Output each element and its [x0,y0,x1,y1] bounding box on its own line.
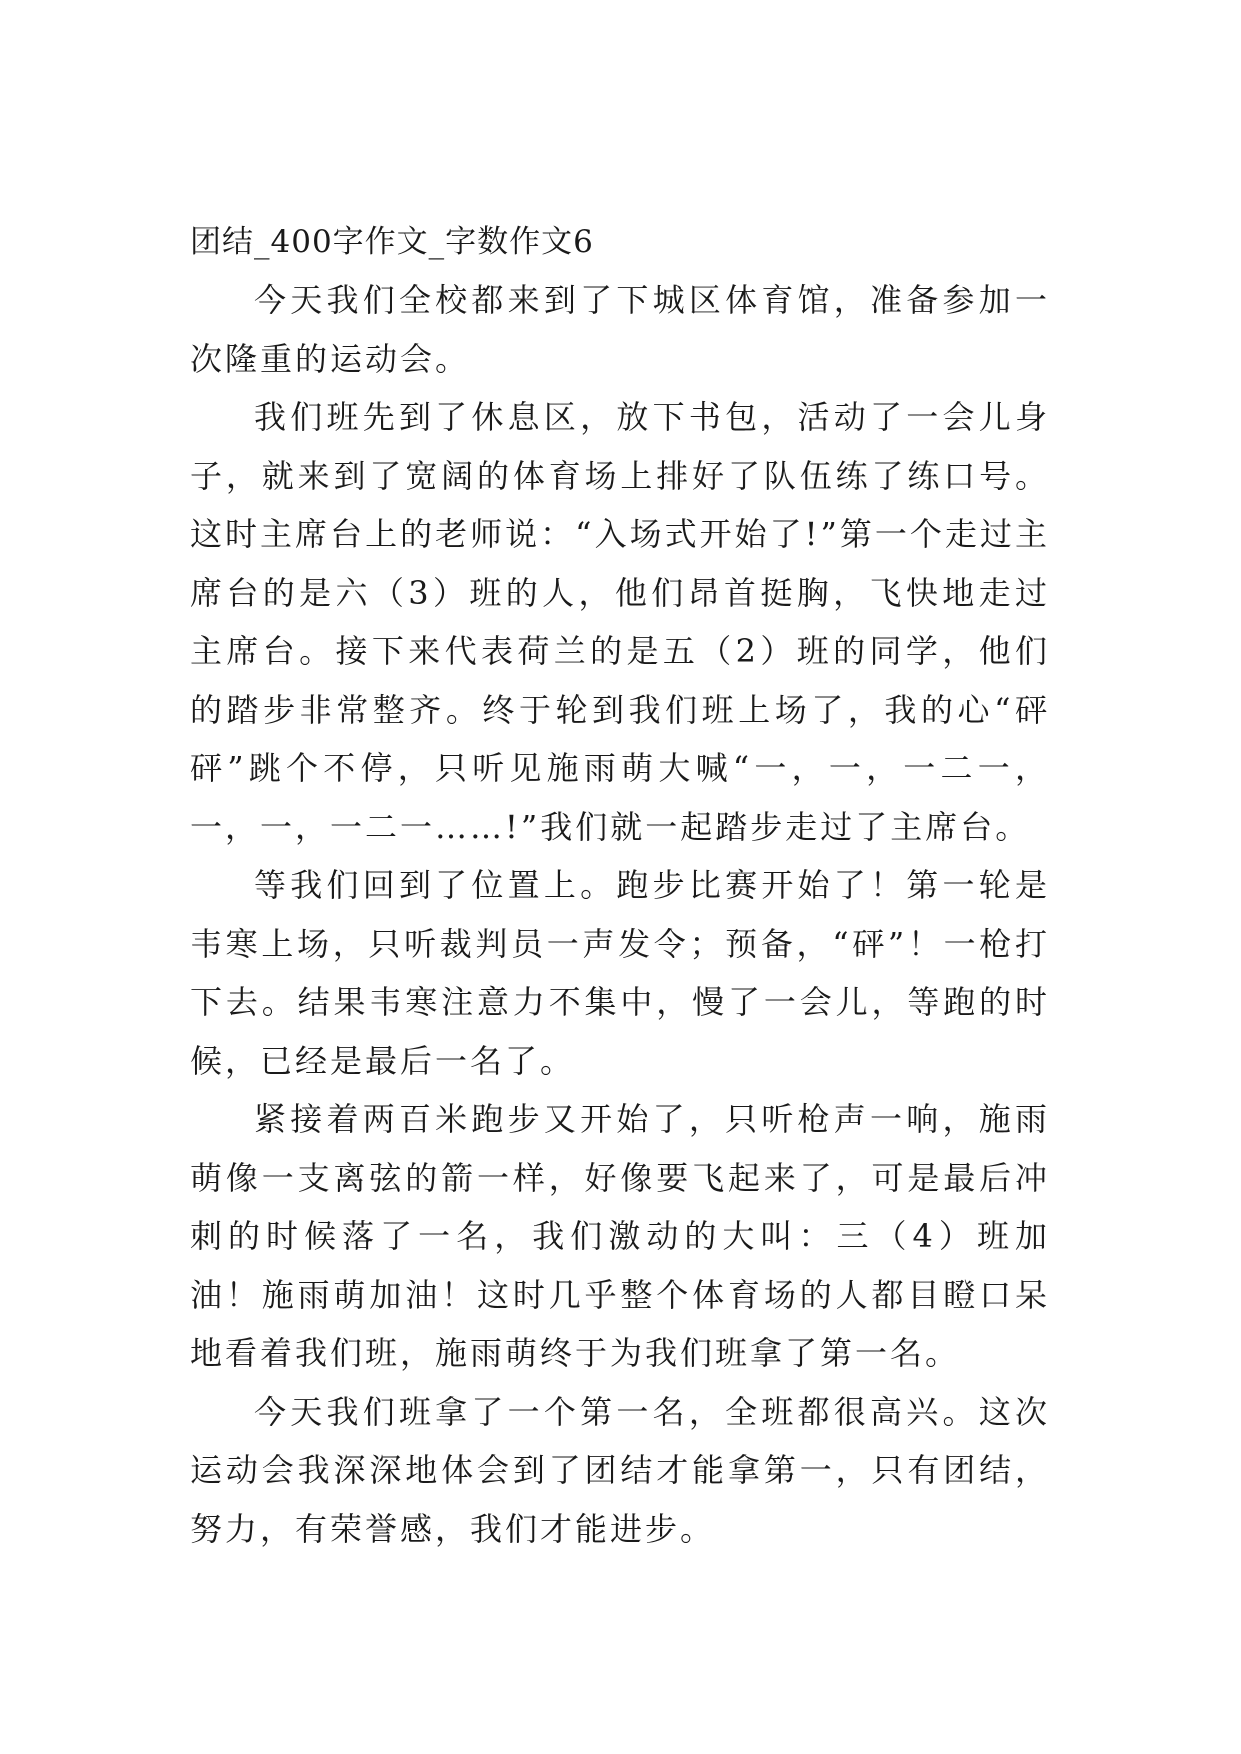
paragraph-3: 等我们回到了位置上。跑步比赛开始了！第一轮是韦寒上场，只听裁判员一声发令；预备，“砰”！一枪打下去。结果韦寒注意力不集中，慢了一会儿，等跑的时候，已经是最后一名了。 [190,866,1050,1080]
paragraph-1: 今天我们全校都来到了下城区体育馆，准备参加一次隆重的运动会。 [190,281,1050,378]
paragraph-5: 今天我们班拿了一个第一名，全班都很高兴。这次运动会我深深地体会到了团结才能拿第一，只有团结，努力，有荣誉感，我们才能进步。 [190,1392,1050,1548]
paragraph-4: 紧接着两百米跑步又开始了，只听枪声一响，施雨萌像一支离弦的箭一样，好像要飞起来了，可是最后冲刺的时候落了一名，我们激动的大叫：三（4）班加油！施雨萌加油！这时几乎整个体育场的人都目瞪口呆地看着我们班，施雨萌终于为我们班拿了第一名。 [190,1100,1050,1372]
document-title: 团结_400字作文_字数作文6 [190,224,594,260]
paragraph-2: 我们班先到了休息区，放下书包，活动了一会儿身子，就来到了宽阔的体育场上排好了队伍练了练口号。这时主席台上的老师说：“入场式开始了!”第一个走过主席台的是六（3）班的人，他们昂首挺胸，飞快地走过主席台。接下来代表荷兰的是五（2）班的同学，他们的踏步非常整齐。终于轮到我们班上场了，我的心“砰砰”跳个不停，只听见施雨萌大喊“一，一，一二一，一，一，一二一……!”我们就一起踏步走过了主席台。 [190,398,1050,846]
document-page [190,222,1050,1558]
